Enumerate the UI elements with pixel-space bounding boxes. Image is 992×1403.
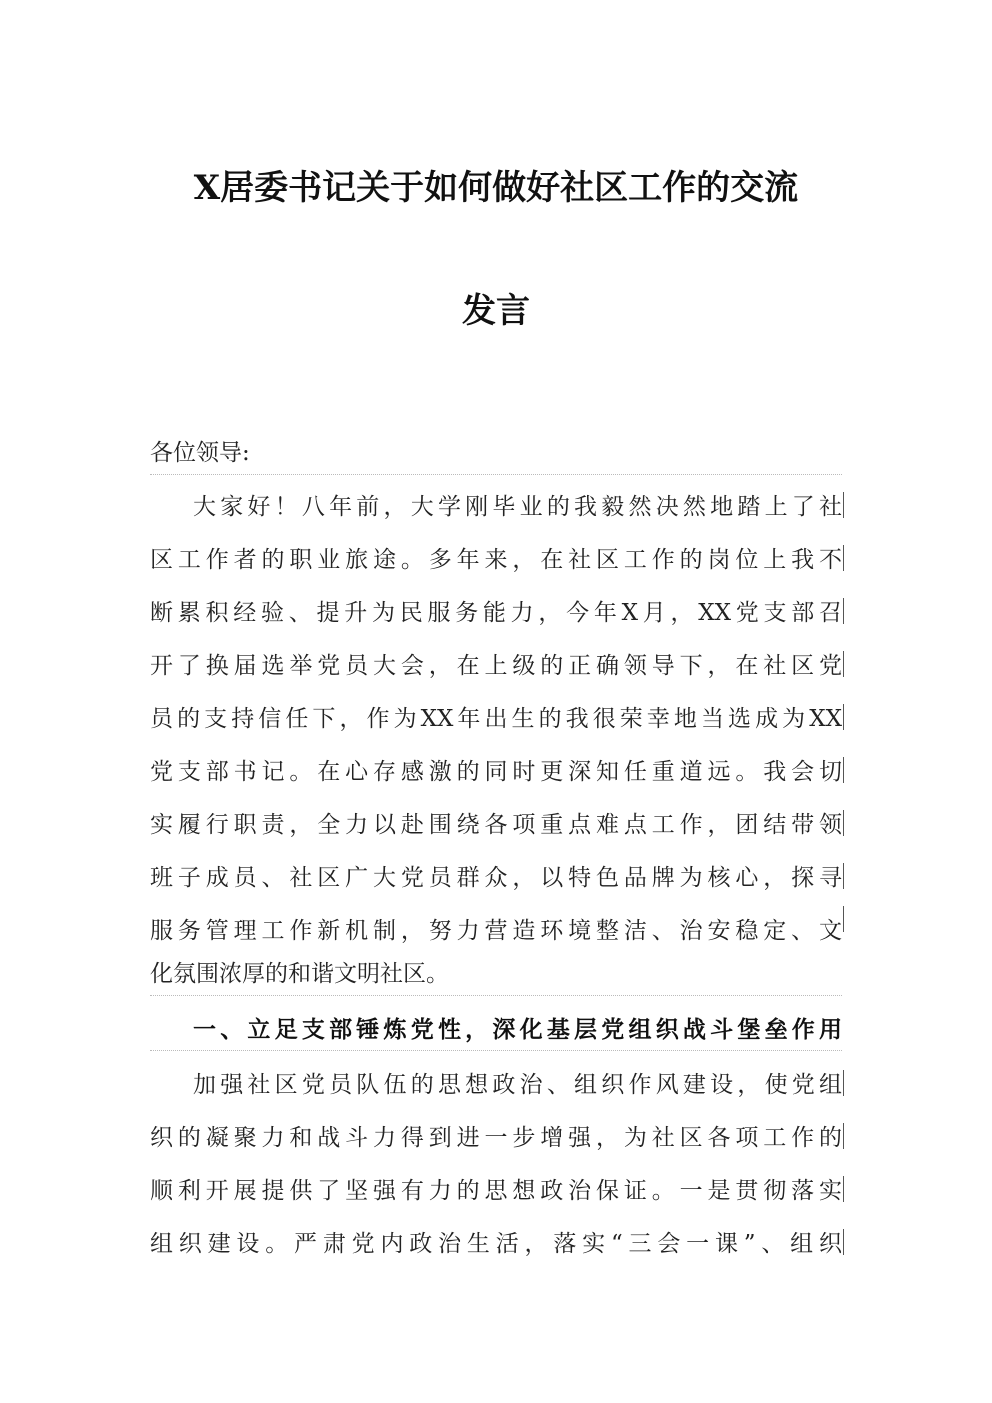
salutation: 各位领导: [150,440,250,466]
line-mark [843,1176,844,1202]
line-mark [843,810,844,836]
line-mark [843,1229,844,1255]
divider [150,995,842,996]
line-mark [843,757,844,783]
line-mark [843,651,844,677]
document-title-line-2: 发言 [462,291,530,331]
paragraph-line: 班子成员、社区广大党员群众，以特色品牌为核心，探寻 [150,865,842,891]
paragraph-line: 实履行职责，全力以赴围绕各项重点难点工作，团结带领 [150,812,842,838]
line-mark [843,906,844,932]
line-mark [843,492,844,518]
paragraph-line: 党支部书记。在心存感激的同时更深知任重道远。我会切 [150,759,842,785]
paragraph-line: 组织建设。严肃党内政治生活，落实“三会一课”、组织 [150,1231,842,1257]
line-mark [843,863,844,889]
paragraph-line: 区工作者的职业旅途。多年来，在社区工作的岗位上我不 [150,547,842,573]
line-mark [843,704,844,730]
paragraph-line: 开了换届选举党员大会，在上级的正确领导下，在社区党 [150,653,842,679]
paragraph-line: 化氛围浓厚的和谐文明社区。 [150,961,449,987]
paragraph-line: 织的凝聚力和战斗力得到进一步增强，为社区各项工作的 [150,1125,842,1151]
document-title-line-1: X居委书记关于如何做好社区工作的交流 [193,168,799,208]
paragraph-line: 大家好！八年前，大学刚毕业的我毅然决然地踏上了社 [193,494,842,520]
divider [150,474,842,475]
line-mark [843,598,844,624]
section-heading: 一、立足支部锤炼党性，深化基层党组织战斗堡垒作用 [193,1016,842,1043]
line-mark [843,545,844,571]
paragraph-line: 顺利开展提供了坚强有力的思想政治保证。一是贯彻落实 [150,1178,842,1204]
divider [150,1050,842,1051]
line-mark [843,1070,844,1096]
line-mark [843,1123,844,1149]
paragraph-line: 员的支持信任下，作为XX年出生的我很荣幸地当选成为XX [150,706,842,732]
paragraph-line: 断累积经验、提升为民服务能力，今年X月，XX党支部召 [150,600,842,626]
paragraph-line: 服务管理工作新机制，努力营造环境整洁、治安稳定、文 [150,918,842,944]
paragraph-line: 加强社区党员队伍的思想政治、组织作风建设，使党组 [193,1072,842,1098]
